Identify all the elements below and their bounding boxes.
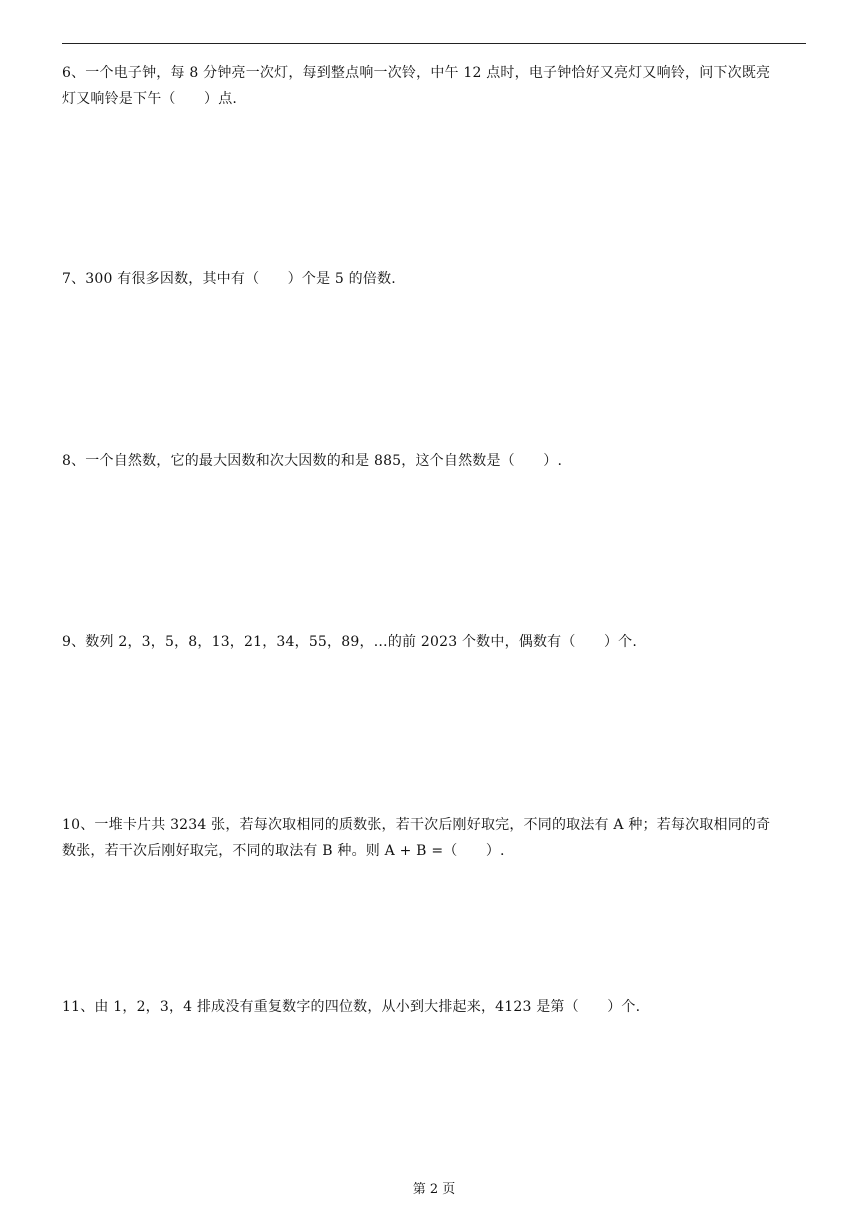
page-number: 第 2 页: [412, 1182, 456, 1197]
question-6-line-2: 灯又响铃是下午（ ）点.: [62, 91, 238, 107]
question-8: [62, 448, 810, 474]
question-10-line-1: 10、一堆卡片共 3234 张，若每次取相同的质数张，若干次后刚好取完，不同的取法有 A 种；若每次取相同的奇: [62, 817, 771, 833]
question-9: [62, 629, 810, 655]
question-9-text: 9、数列 2，3，5，8，13，21，34，55，89，…的前 2023 个数中，偶数有（ ）个.: [62, 634, 638, 650]
question-11-text: 11、由 1，2，3，4 排成没有重复数字的四位数，从小到大排起来，4123 是第（ ）个.: [62, 999, 641, 1015]
question-7: [62, 266, 810, 292]
header-rule: [62, 43, 806, 44]
question-10: [62, 812, 810, 864]
question-11: [62, 994, 810, 1020]
question-8-text: 8、一个自然数，它的最大因数和次大因数的和是 885，这个自然数是（ ）.: [62, 453, 563, 469]
question-6: [62, 60, 810, 112]
question-6-line-1: 6、一个电子钟，每 8 分钟亮一次灯，每到整点响一次铃，中午 12 点时，电子钟恰好又亮灯又响铃，问下次既亮: [62, 65, 771, 81]
question-7-text: 7、300 有很多因数，其中有（ ）个是 5 的倍数.: [62, 271, 396, 287]
question-10-line-2: 数张，若干次后刚好取完，不同的取法有 B 种。则 A + B =（ ）.: [62, 843, 505, 859]
